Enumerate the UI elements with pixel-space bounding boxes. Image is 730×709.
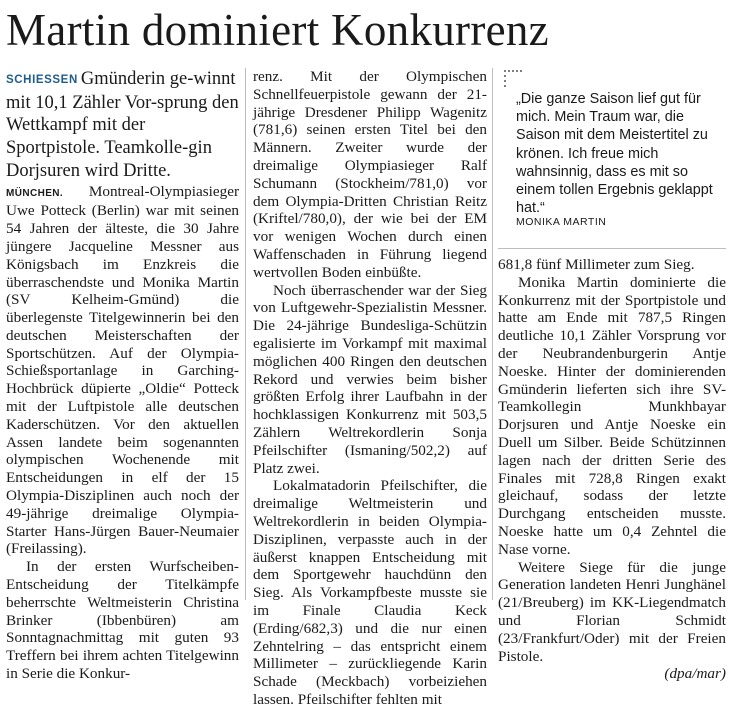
column-divider <box>245 68 246 600</box>
lead-paragraph <box>6 68 239 183</box>
dateline: MÜNCHEN. <box>6 187 64 199</box>
lead-text: Gmünderin ge-winnt mit 10,1 Zähler Vor-sprung den Wettkampf mit der Sportpistole. Teamkolle-gin Dorjsuren wird Dritte. <box>6 69 239 181</box>
byline: (dpa/mar) <box>664 665 726 683</box>
paragraph: Weitere Siege für die junge Generation landeten Henri Junghänel (21/Breuberg) im KK-Liegendmatch und Florian Schmidt (23/Frankfurt/Oder) mit der Freien Pistole. <box>498 558 726 665</box>
quote-dots-icon <box>502 68 522 90</box>
article-column-3 <box>498 256 726 683</box>
quote-text: „Die ganze Saison lief gut für mich. Mein Traum war, die Saison mit dem Meistertitel zu krönen. Ich freue mich wahnsinnig, dass es mit so einem tollen Ergebnis geklappt hat.“ <box>516 91 713 217</box>
paragraph-text: Montreal-Olympiasieger Uwe Potteck (Berlin) war mit seinen 54 Jahren der älteste, die 30 Jahre jüngere Jacqueline Messner aus Königsbach im Enzkreis die überraschendste und Monika Martin (SV Kelheim-Gmünd) die überlegenste Titelgewinnerin bei den deutschen Meisterschaften der Sportschützen. Auf der Olympia-Schießsportanlage in Garching-Hochbrück düpierte „Oldie“ Potteck mit der Luftpistole alle deutschen Kaderschützen. Vor den aktuellen Assen landete beim sogenannten olympischen Wochenende mit Entscheidungen in elf der 15 Olympia-Disziplinen auch noch der 49-jährige dreimalige Olympia-Starter Hans-Jürgen Bauer-Neumaier (Freilassing). <box>6 182 239 558</box>
paragraph <box>6 183 239 559</box>
paragraph: Lokalmatadorin Pfeilschifter, die dreimalige Weltmeisterin und Weltrekordlerin in beiden Olympia-Disziplinen, verpasste auch in der äußerst knappen Entscheidung mit dem Sportgewehr hauchdünn den Sieg. Als Vorkampfbeste musste sie im Finale Claudia Keck (Erding/682,3) und die nur einen Zehntelring – das entspricht einem Millimeter – zurückliegende Karin Schade (Meckbach) vorbeiziehen lassen. Pfeilschifter fehlten mit <box>253 477 487 708</box>
paragraph: renz. Mit der Olympischen Schnellfeuerpistole gewann der 21-jährige Dresdener Philipp Wagenitz (781,6) seinen ersten Titel bei den Männern. Zweiter wurde der dreimalige Olympiasieger Ralf Schumann (Stockheim/781,0) vor dem Olympia-Dritten Christian Reitz (Kriftel/780,0), der wie bei der EM vor wenigen Wochen durch einen Waffenschaden in Führung liegend wertvollen Boden einbüßte. <box>253 68 487 281</box>
article-column-2 <box>253 68 487 709</box>
article-column-1 <box>6 68 239 683</box>
pull-quote <box>498 68 726 248</box>
section-kicker: SCHIESSEN <box>6 74 78 86</box>
paragraph: Monika Martin dominierte die Konkurrenz mit der Sportpistole und hatte am Ende mit 787,5 Ringen deutliche 10,1 Zähler Vorsprung vor der Neubrandenburgerin Antje Noeske. Hinter der dominierenden Gmünderin lieferten sich ihre SV-Teamkollegin Munkhbayar Dorjsuren und Antje Noeske ein Duell um Silber. Beide Schützinnen lagen nach der dritten Serie des Finales mit 728,8 Ringen exakt gleichauf, sodass der letzte Durchgang entscheiden musste. Noeske hatte um 0,4 Zehntel die Nase vorne. <box>498 273 726 558</box>
column-divider <box>492 68 493 600</box>
quote-divider <box>498 248 726 249</box>
paragraph: 681,8 fünf Millimeter zum Sieg. <box>498 256 695 273</box>
paragraph: Noch überraschender war der Sieg von Luftgewehr-Spezialistin Messner. Die 24-jährige Bundesliga-Schützin egalisierte im Vorkampf mit maximal möglichen 400 Ringen den deutschen Rekord und verwies beim bisher größten Erfolg ihrer Laufbahn in der hochklassigen Konkurrenz mit 503,5 Zählern Weltrekordlerin Sonja Pfeilschifter (Ismaning/502,2) auf Platz zwei. <box>253 281 487 477</box>
headline: Martin dominiert Konkurrenz <box>6 5 549 55</box>
quote-author: MONIKA MARTIN <box>516 216 607 228</box>
paragraph: In der ersten Wurfscheiben-Entscheidung der Titelkämpfe beherrschte Weltmeisterin Christina Brinker (Ibbenbüren) am Sonntagnachmittag mit guten 93 Treffern bei ihrem achten Titelgewinn in Serie die Konkur- <box>6 558 239 683</box>
